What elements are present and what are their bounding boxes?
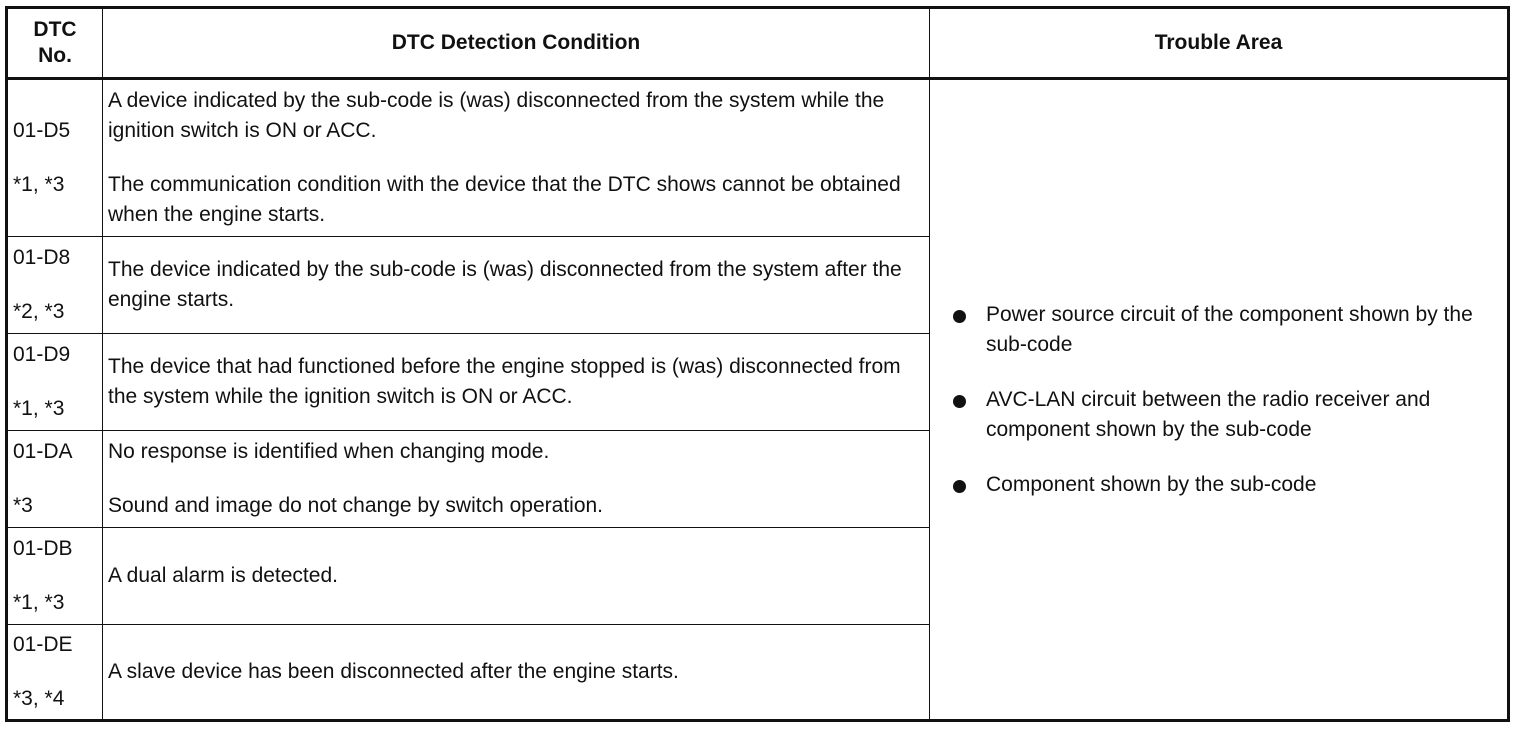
dtc-note: *1, *3 bbox=[13, 591, 65, 614]
header-trouble-area: Trouble Area bbox=[930, 8, 1509, 79]
dtc-code: 01-DB bbox=[13, 537, 73, 560]
dtc-code-cell bbox=[7, 431, 103, 528]
detection-condition-text: A slave device has been disconnected after the engine starts. bbox=[108, 660, 679, 683]
dtc-code-cell bbox=[7, 334, 103, 431]
dtc-code: 01-DE bbox=[13, 633, 73, 656]
trouble-area-text: Power source circuit of the component shown by the sub-code bbox=[986, 302, 1473, 356]
detection-condition-text: A device indicated by the sub-code is (was) disconnected from the system while the ignition switch is ON or ACC. bbox=[108, 89, 885, 142]
trouble-area-item bbox=[950, 470, 1497, 500]
dtc-code: 01-D9 bbox=[13, 343, 71, 366]
detection-condition-cell bbox=[103, 431, 930, 528]
dtc-note: *3, *4 bbox=[13, 687, 65, 710]
header-dtc-no: DTC No. bbox=[7, 8, 103, 79]
bullet-icon bbox=[953, 480, 966, 493]
dtc-code-cell bbox=[7, 528, 103, 625]
detection-condition-text: The device indicated by the sub-code is (was) disconnected from the system after the engine starts. bbox=[108, 258, 902, 311]
detection-condition-cell bbox=[103, 528, 930, 625]
dtc-note: *1, *3 bbox=[13, 173, 65, 196]
detection-condition-cell bbox=[103, 625, 930, 721]
dtc-code-cell bbox=[7, 237, 103, 334]
detection-condition-text: Sound and image do not change by switch operation. bbox=[108, 494, 604, 517]
detection-condition-text: The communication condition with the device that the DTC shows cannot be obtained when the engine starts. bbox=[108, 173, 901, 226]
bullet-icon bbox=[953, 310, 966, 323]
dtc-code: 01-D5 bbox=[13, 119, 71, 142]
trouble-area-list bbox=[950, 300, 1497, 500]
dtc-code-cell bbox=[7, 625, 103, 721]
trouble-area-item bbox=[950, 300, 1497, 360]
dtc-code-cell bbox=[7, 79, 103, 237]
bullet-icon bbox=[953, 395, 966, 408]
dtc-code: 01-DA bbox=[13, 440, 73, 463]
detection-condition-cell bbox=[103, 237, 930, 334]
detection-condition-cell bbox=[103, 334, 930, 431]
detection-condition-text: The device that had functioned before the engine stopped is (was) disconnected from the system while the ignition switch is ON or ACC. bbox=[108, 355, 901, 408]
trouble-area-text: Component shown by the sub-code bbox=[986, 472, 1317, 496]
detection-condition-text: No response is identified when changing mode. bbox=[108, 440, 550, 463]
dtc-table bbox=[5, 6, 1510, 722]
detection-condition-cell bbox=[103, 79, 930, 237]
detection-condition-text: A dual alarm is detected. bbox=[108, 564, 338, 587]
table-header-row bbox=[7, 8, 1509, 79]
dtc-note: *3 bbox=[13, 494, 33, 517]
table-row bbox=[7, 79, 1509, 237]
trouble-area-item bbox=[950, 385, 1497, 445]
dtc-note: *2, *3 bbox=[13, 300, 65, 323]
header-detection-condition: DTC Detection Condition bbox=[103, 8, 930, 79]
dtc-note: *1, *3 bbox=[13, 397, 65, 420]
dtc-code: 01-D8 bbox=[13, 246, 71, 269]
trouble-area-cell bbox=[930, 79, 1509, 721]
trouble-area-text: AVC-LAN circuit between the radio receiver and component shown by the sub-code bbox=[986, 387, 1431, 441]
